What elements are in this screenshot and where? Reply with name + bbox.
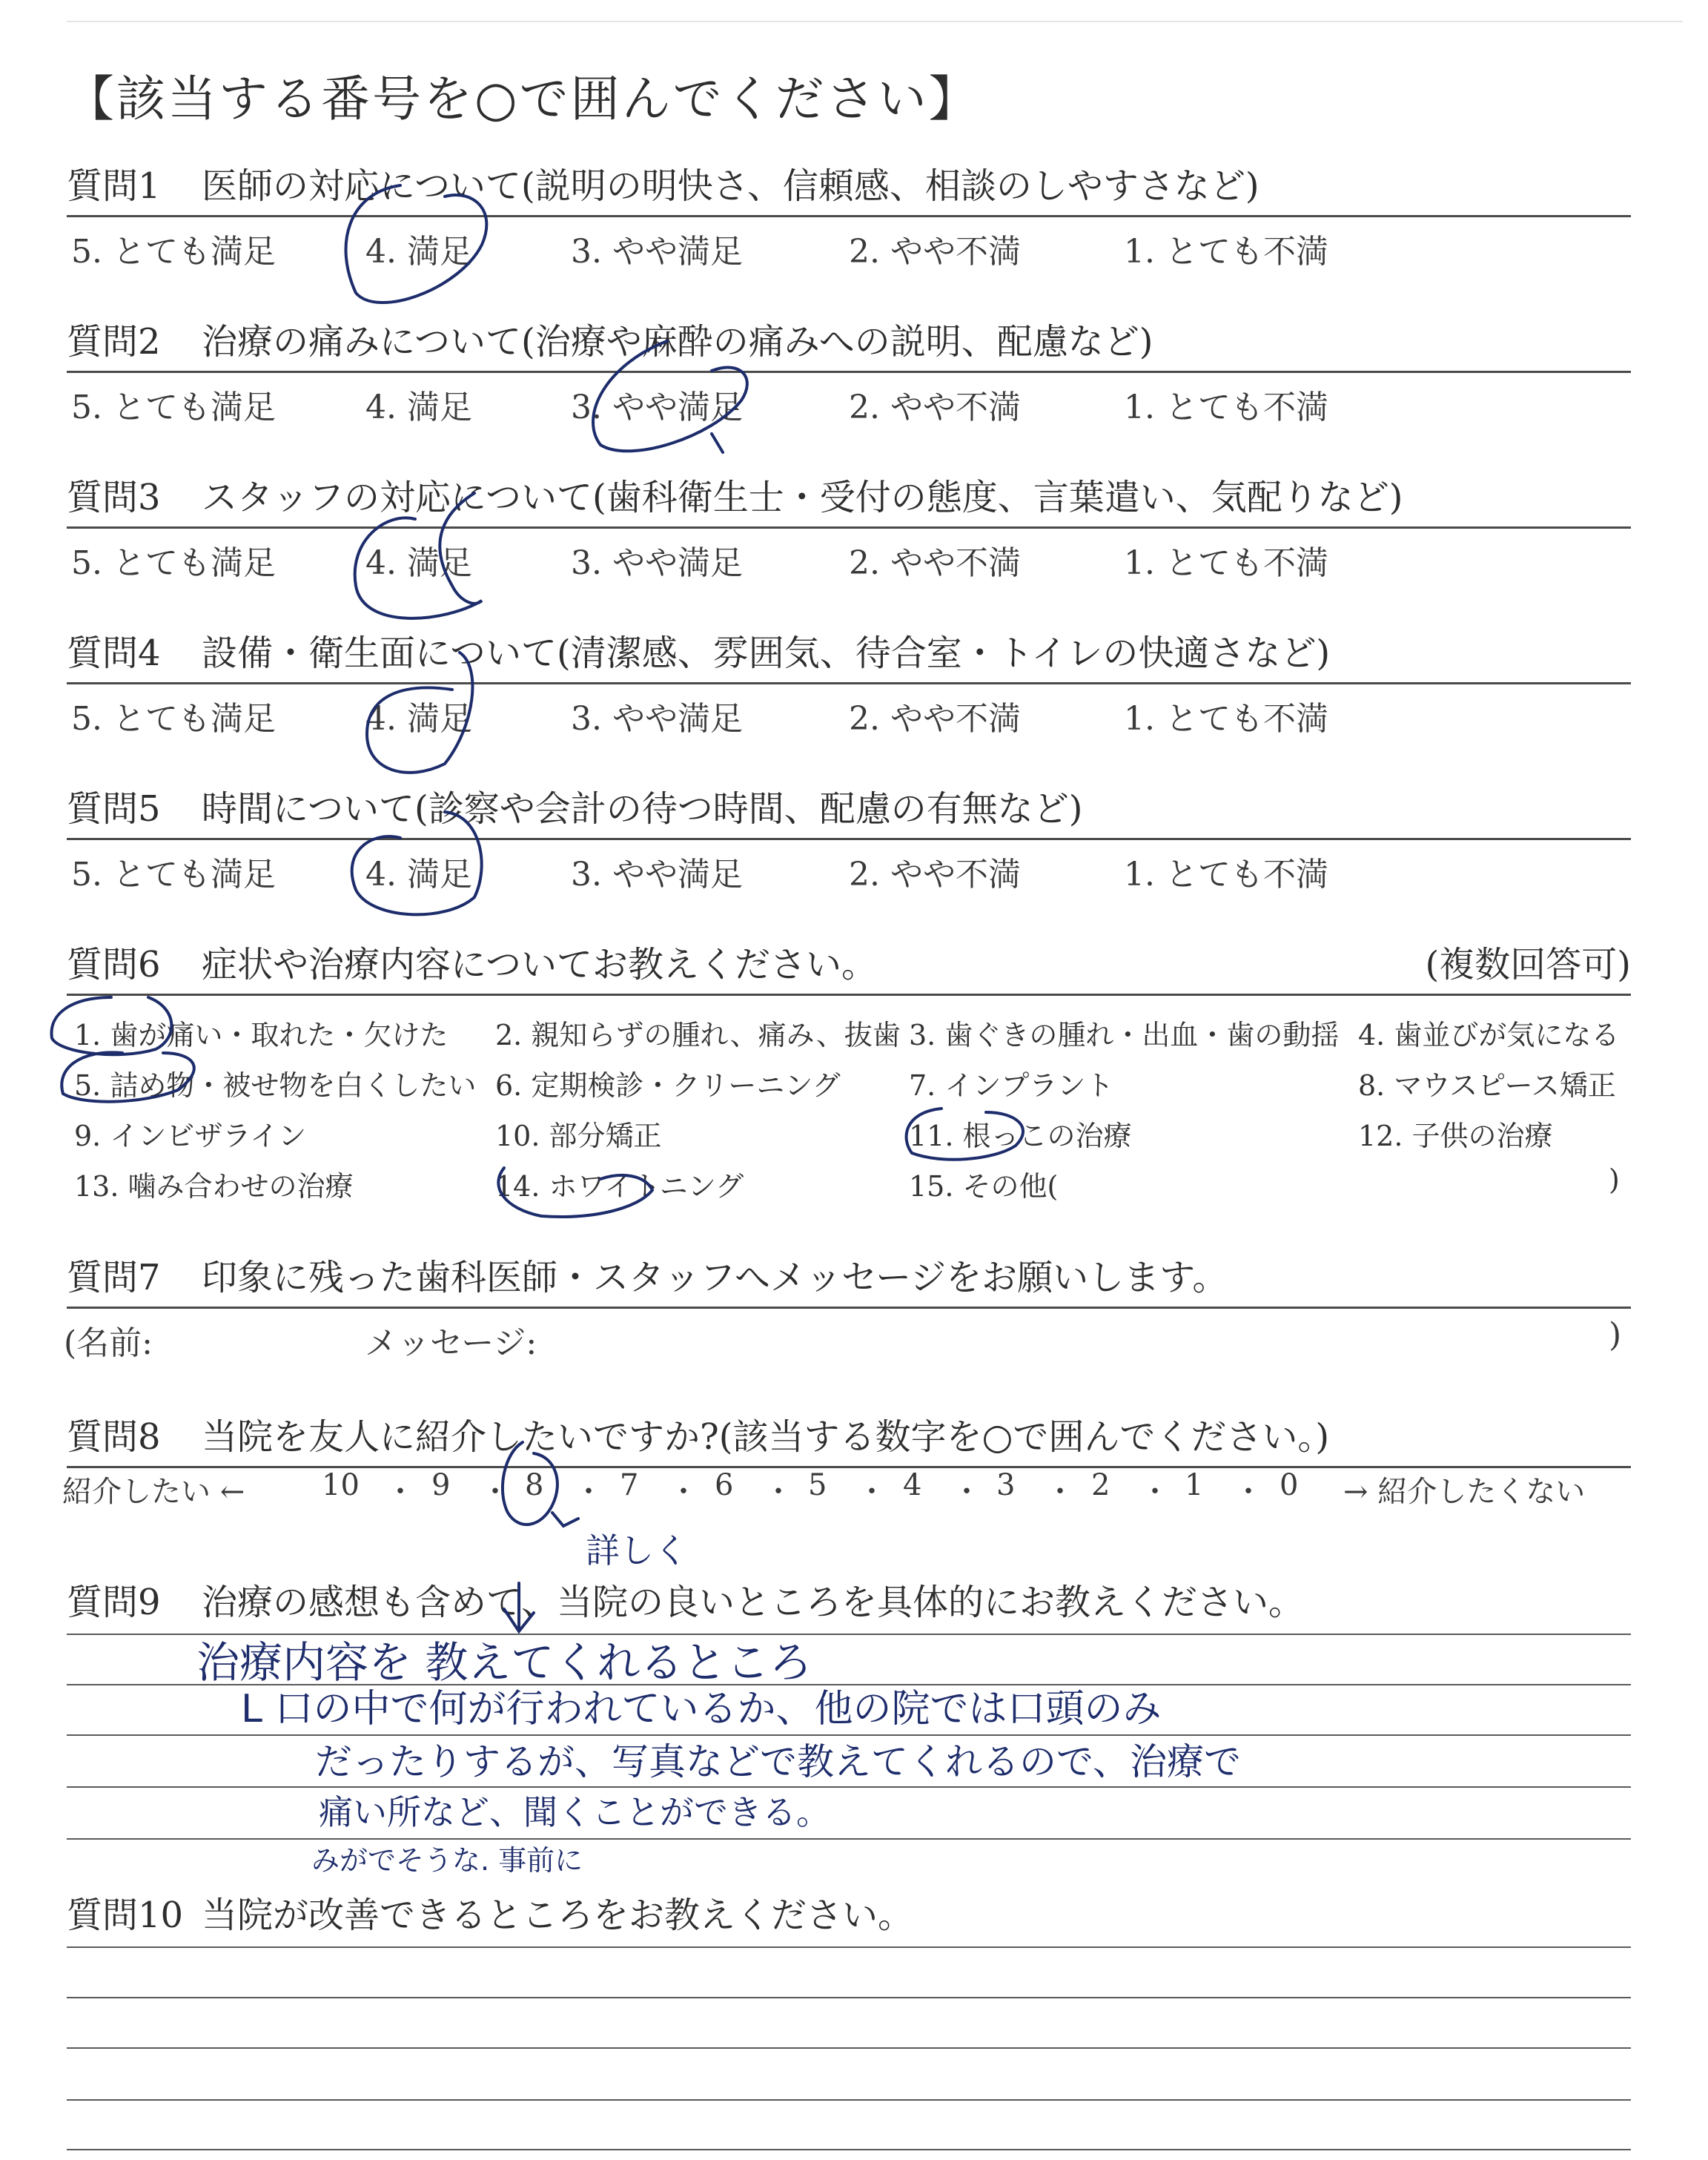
question-text: 印象に残った歯科医師・スタッフへメッセージをお願いします。 <box>202 1257 1228 1298</box>
option-1[interactable]: 1. とても不満 <box>1124 233 1328 271</box>
message-label[interactable]: メッセージ: <box>365 1324 537 1362</box>
handwritten-line: 痛い所など、聞くことができる。 <box>319 1792 830 1832</box>
question-text: 時間について(診察や会計の待つ時間、配慮の有無など) <box>202 788 1083 830</box>
scale-value[interactable]: 1 <box>1185 1468 1204 1502</box>
question-text: 治療の痛みについて(治療や麻酔の痛みへの説明、配慮など) <box>202 321 1153 363</box>
option-4[interactable]: 4. 満足 <box>365 700 472 738</box>
option-2[interactable]: 2. やや不満 <box>849 856 1021 894</box>
scale-value[interactable]: 5 <box>808 1468 827 1502</box>
scale-value[interactable]: 6 <box>715 1468 734 1502</box>
option-5[interactable]: 5. とても満足 <box>71 389 276 426</box>
symptom-option[interactable]: 4. 歯並びが気になる <box>1358 1019 1620 1051</box>
selection-circle <box>352 812 482 914</box>
option-4[interactable]: 4. 満足 <box>365 856 472 894</box>
option-1[interactable]: 1. とても不満 <box>1124 389 1328 426</box>
selection-circle <box>52 997 172 1054</box>
scale-value[interactable]: 9 <box>431 1468 451 1502</box>
scale-right-label: → 紹介したくない <box>1343 1475 1586 1509</box>
question-text: 設備・衛生面について(清潔感、雰囲気、待合室・トイレの快適さなど) <box>202 633 1331 674</box>
selection-circle <box>62 1052 194 1101</box>
selection-circle <box>503 1442 557 1525</box>
option-5[interactable]: 5. とても満足 <box>71 233 276 271</box>
scale-separator: ・ <box>1045 1475 1075 1509</box>
option-4[interactable]: 4. 満足 <box>365 233 472 271</box>
scale-value[interactable]: 4 <box>903 1468 922 1502</box>
question-text: 当院が改善できるところをお教えください。 <box>202 1895 914 1936</box>
scale-value[interactable]: 8 <box>525 1468 544 1502</box>
scale-value[interactable]: 0 <box>1280 1468 1299 1502</box>
question-number: 質問5 <box>67 788 161 830</box>
symptom-option-other[interactable]: 15. その他( <box>909 1170 1059 1203</box>
scale-separator: ・ <box>480 1475 510 1509</box>
symptom-option[interactable]: 13. 噛み合わせの治療 <box>74 1170 354 1203</box>
option-5[interactable]: 5. とても満足 <box>71 856 276 894</box>
question-number: 質問10 <box>67 1895 184 1936</box>
question-number: 質問6 <box>67 944 161 985</box>
symptom-option[interactable]: 11. 根っこの治療 <box>909 1120 1132 1152</box>
symptom-option[interactable]: 9. インビザライン <box>74 1120 307 1152</box>
option-3[interactable]: 3. やや満足 <box>571 544 743 582</box>
handwritten-line: だったりするが、写真などで教えてくれるので、治療で <box>315 1740 1241 1783</box>
multiple-answer-note: (複数回答可) <box>1425 944 1631 985</box>
option-2[interactable]: 2. やや不満 <box>849 389 1021 426</box>
form-header: 【該当する番号を○で囲んでください】 <box>65 70 980 128</box>
scale-value[interactable]: 7 <box>620 1468 639 1502</box>
handwritten-line: L 口の中で何が行われているか、他の院では口頭のみ <box>241 1687 1162 1731</box>
question-number: 質問2 <box>67 321 161 363</box>
question-text: スタッフの対応について(歯科衛生士・受付の態度、言葉遣い、気配りなど) <box>202 477 1403 518</box>
option-1[interactable]: 1. とても不満 <box>1124 700 1328 738</box>
scale-value[interactable]: 10 <box>322 1468 360 1502</box>
name-label: (名前: <box>64 1324 153 1362</box>
option-1[interactable]: 1. とても不満 <box>1124 544 1328 582</box>
insert-mark <box>504 1583 534 1631</box>
selection-circle <box>367 653 472 773</box>
symptom-option[interactable]: 6. 定期検診・クリーニング <box>495 1069 841 1102</box>
scale-separator: ・ <box>385 1475 415 1509</box>
symptom-option[interactable]: 1. 歯が痛い・取れた・欠けた <box>74 1019 448 1051</box>
symptom-option[interactable]: 5. 詰め物・被せ物を白くしたい <box>74 1069 477 1102</box>
option-2[interactable]: 2. やや不満 <box>849 700 1021 738</box>
scale-separator: ・ <box>1140 1475 1170 1509</box>
handwritten-line: みがでそうな. 事前に <box>311 1844 583 1877</box>
option-5[interactable]: 5. とても満足 <box>71 700 276 738</box>
question-text: 治療の感想も含めて、当院の良いところを具体的にお教えください。 <box>202 1582 1305 1623</box>
other-close-paren: ) <box>1609 1163 1620 1196</box>
option-3[interactable]: 3. やや満足 <box>571 856 743 894</box>
symptom-option[interactable]: 14. ホワイトニング <box>495 1170 744 1203</box>
question-text: 症状や治療内容についてお教えください。 <box>202 944 878 985</box>
question-number: 質問4 <box>67 633 161 674</box>
symptom-option[interactable]: 10. 部分矯正 <box>495 1120 662 1152</box>
scale-separator: ・ <box>764 1475 793 1509</box>
insert-caret <box>552 1513 578 1526</box>
handwritten-insert-note: 詳しく <box>586 1530 688 1571</box>
option-1[interactable]: 1. とても不満 <box>1124 856 1328 894</box>
selection-circle <box>907 1109 1023 1160</box>
question-number: 質問8 <box>67 1416 161 1458</box>
symptom-option[interactable]: 7. インプラント <box>909 1069 1114 1102</box>
scale-left-label: 紹介したい ← <box>62 1475 245 1509</box>
question-text: 当院を友人に紹介したいですか?(該当する数字を○で囲んでください。) <box>202 1416 1330 1458</box>
scale-separator: ・ <box>1234 1475 1263 1509</box>
option-3[interactable]: 3. やや満足 <box>571 233 743 271</box>
symptom-option[interactable]: 3. 歯ぐきの腫れ・出血・歯の動揺 <box>909 1019 1340 1051</box>
selection-circle <box>593 341 747 452</box>
question-number: 質問3 <box>67 477 161 518</box>
scale-value[interactable]: 3 <box>996 1468 1016 1502</box>
scale-separator: ・ <box>669 1475 698 1509</box>
option-2[interactable]: 2. やや不満 <box>849 544 1021 582</box>
option-4[interactable]: 4. 満足 <box>365 544 472 582</box>
selection-circle <box>355 493 482 618</box>
handwritten-line: 治療内容を 教えてくれるところ <box>196 1637 812 1688</box>
option-4[interactable]: 4. 満足 <box>365 389 472 426</box>
question-number: 質問7 <box>67 1257 161 1298</box>
symptom-option[interactable]: 12. 子供の治療 <box>1358 1120 1553 1152</box>
option-3[interactable]: 3. やや満足 <box>571 700 743 738</box>
question-number: 質問9 <box>67 1582 161 1623</box>
message-close-paren: ) <box>1609 1316 1622 1354</box>
symptom-option[interactable]: 8. マウスピース矯正 <box>1358 1069 1616 1102</box>
option-2[interactable]: 2. やや不満 <box>849 233 1021 271</box>
scale-separator: ・ <box>574 1475 603 1509</box>
question-number: 質問1 <box>67 165 161 207</box>
selection-circle <box>498 1168 652 1217</box>
symptom-option[interactable]: 2. 親知らずの腫れ、痛み、抜歯 <box>495 1019 901 1051</box>
scale-value[interactable]: 2 <box>1091 1468 1110 1502</box>
selection-circle <box>346 185 487 303</box>
scale-separator: ・ <box>952 1475 982 1509</box>
option-3[interactable]: 3. やや満足 <box>571 389 743 426</box>
scale-separator: ・ <box>857 1475 887 1509</box>
question-text: 医師の対応について(説明の明快さ、信頼感、相談のしやすさなど) <box>202 165 1260 207</box>
option-5[interactable]: 5. とても満足 <box>71 544 276 582</box>
